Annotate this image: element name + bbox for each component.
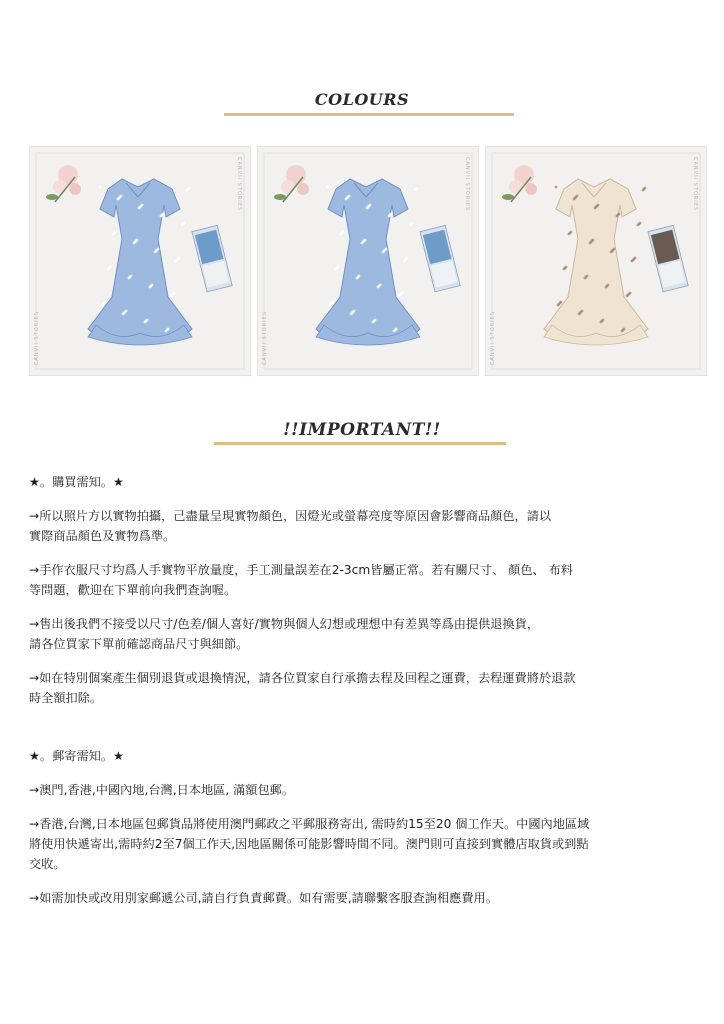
photo-edge-text: CANVII STORIES bbox=[236, 157, 242, 212]
shipping-item-3: →如需加快或改用別家郵遞公司,請自行負責郵費。如有需要,請聯繫客服查詢相應費用。 bbox=[29, 891, 498, 905]
shipping-heading: ★。郵寄需知。★ bbox=[29, 749, 124, 763]
photo-edge-text: CANVII STORIES bbox=[464, 157, 470, 212]
purchase-item-4: →如在特別個案產生個別退貨或退換情況，請各位買家自行承擔去程及回程之運費，去程運費將於退款 時全額扣除。 bbox=[29, 671, 576, 705]
photo-edge-text: CANVII STORIES bbox=[34, 310, 40, 365]
purchase-heading: ★。購買需知。★ bbox=[29, 475, 124, 489]
important-divider bbox=[214, 442, 506, 445]
purchase-item-3: →售出後我們不接受以尺寸/色差/個人喜好/實物與個人幻想或理想中有差異等爲由提供退換貨， 請各位買家下單前確認商品尺寸與細節。 bbox=[29, 617, 540, 651]
photo-edge-text: CANVII STORIES bbox=[490, 310, 496, 365]
purchase-item-1: →所以照片方以實物拍攝，己盡量呈現實物顏色，因燈光或螢幕亮度等原因會影響商品顏色，請以 實際商品顏色及實物爲準。 bbox=[29, 509, 552, 543]
notice-content bbox=[29, 472, 669, 908]
colours-divider bbox=[224, 113, 514, 116]
purchase-item-2: →手作衣服尺寸均爲人手實物平放量度，手工測量誤差在2-3cm皆屬正常。若有關尺寸、 顏色、 布料 等問題，歡迎在下單前向我們查詢喔。 bbox=[29, 563, 573, 597]
product-photo-beige bbox=[485, 146, 707, 376]
important-heading: !!IMPORTANT!! bbox=[283, 420, 441, 440]
photo-edge-text: CANVII STORIES bbox=[262, 310, 268, 365]
colours-heading: COLOURS bbox=[314, 90, 410, 109]
product-photo-blue-2 bbox=[257, 146, 479, 376]
product-photo-blue-1 bbox=[29, 146, 251, 376]
photo-edge-text: CANVII STORIES bbox=[692, 157, 698, 212]
shipping-item-1: →澳門,香港,中國內地,台灣,日本地區, 滿額包郵。 bbox=[29, 783, 295, 797]
shipping-item-2: →香港,台灣,日本地區包郵貨品將使用澳門郵政之平郵服務寄出, 需時約15至20 個工作天。中國內地區域 將使用快遞寄出,需時約2至7個工作天,因地區關係可能影響時間不同。澳門則可直接到實體店取貨或到點 交收。 bbox=[29, 817, 590, 871]
